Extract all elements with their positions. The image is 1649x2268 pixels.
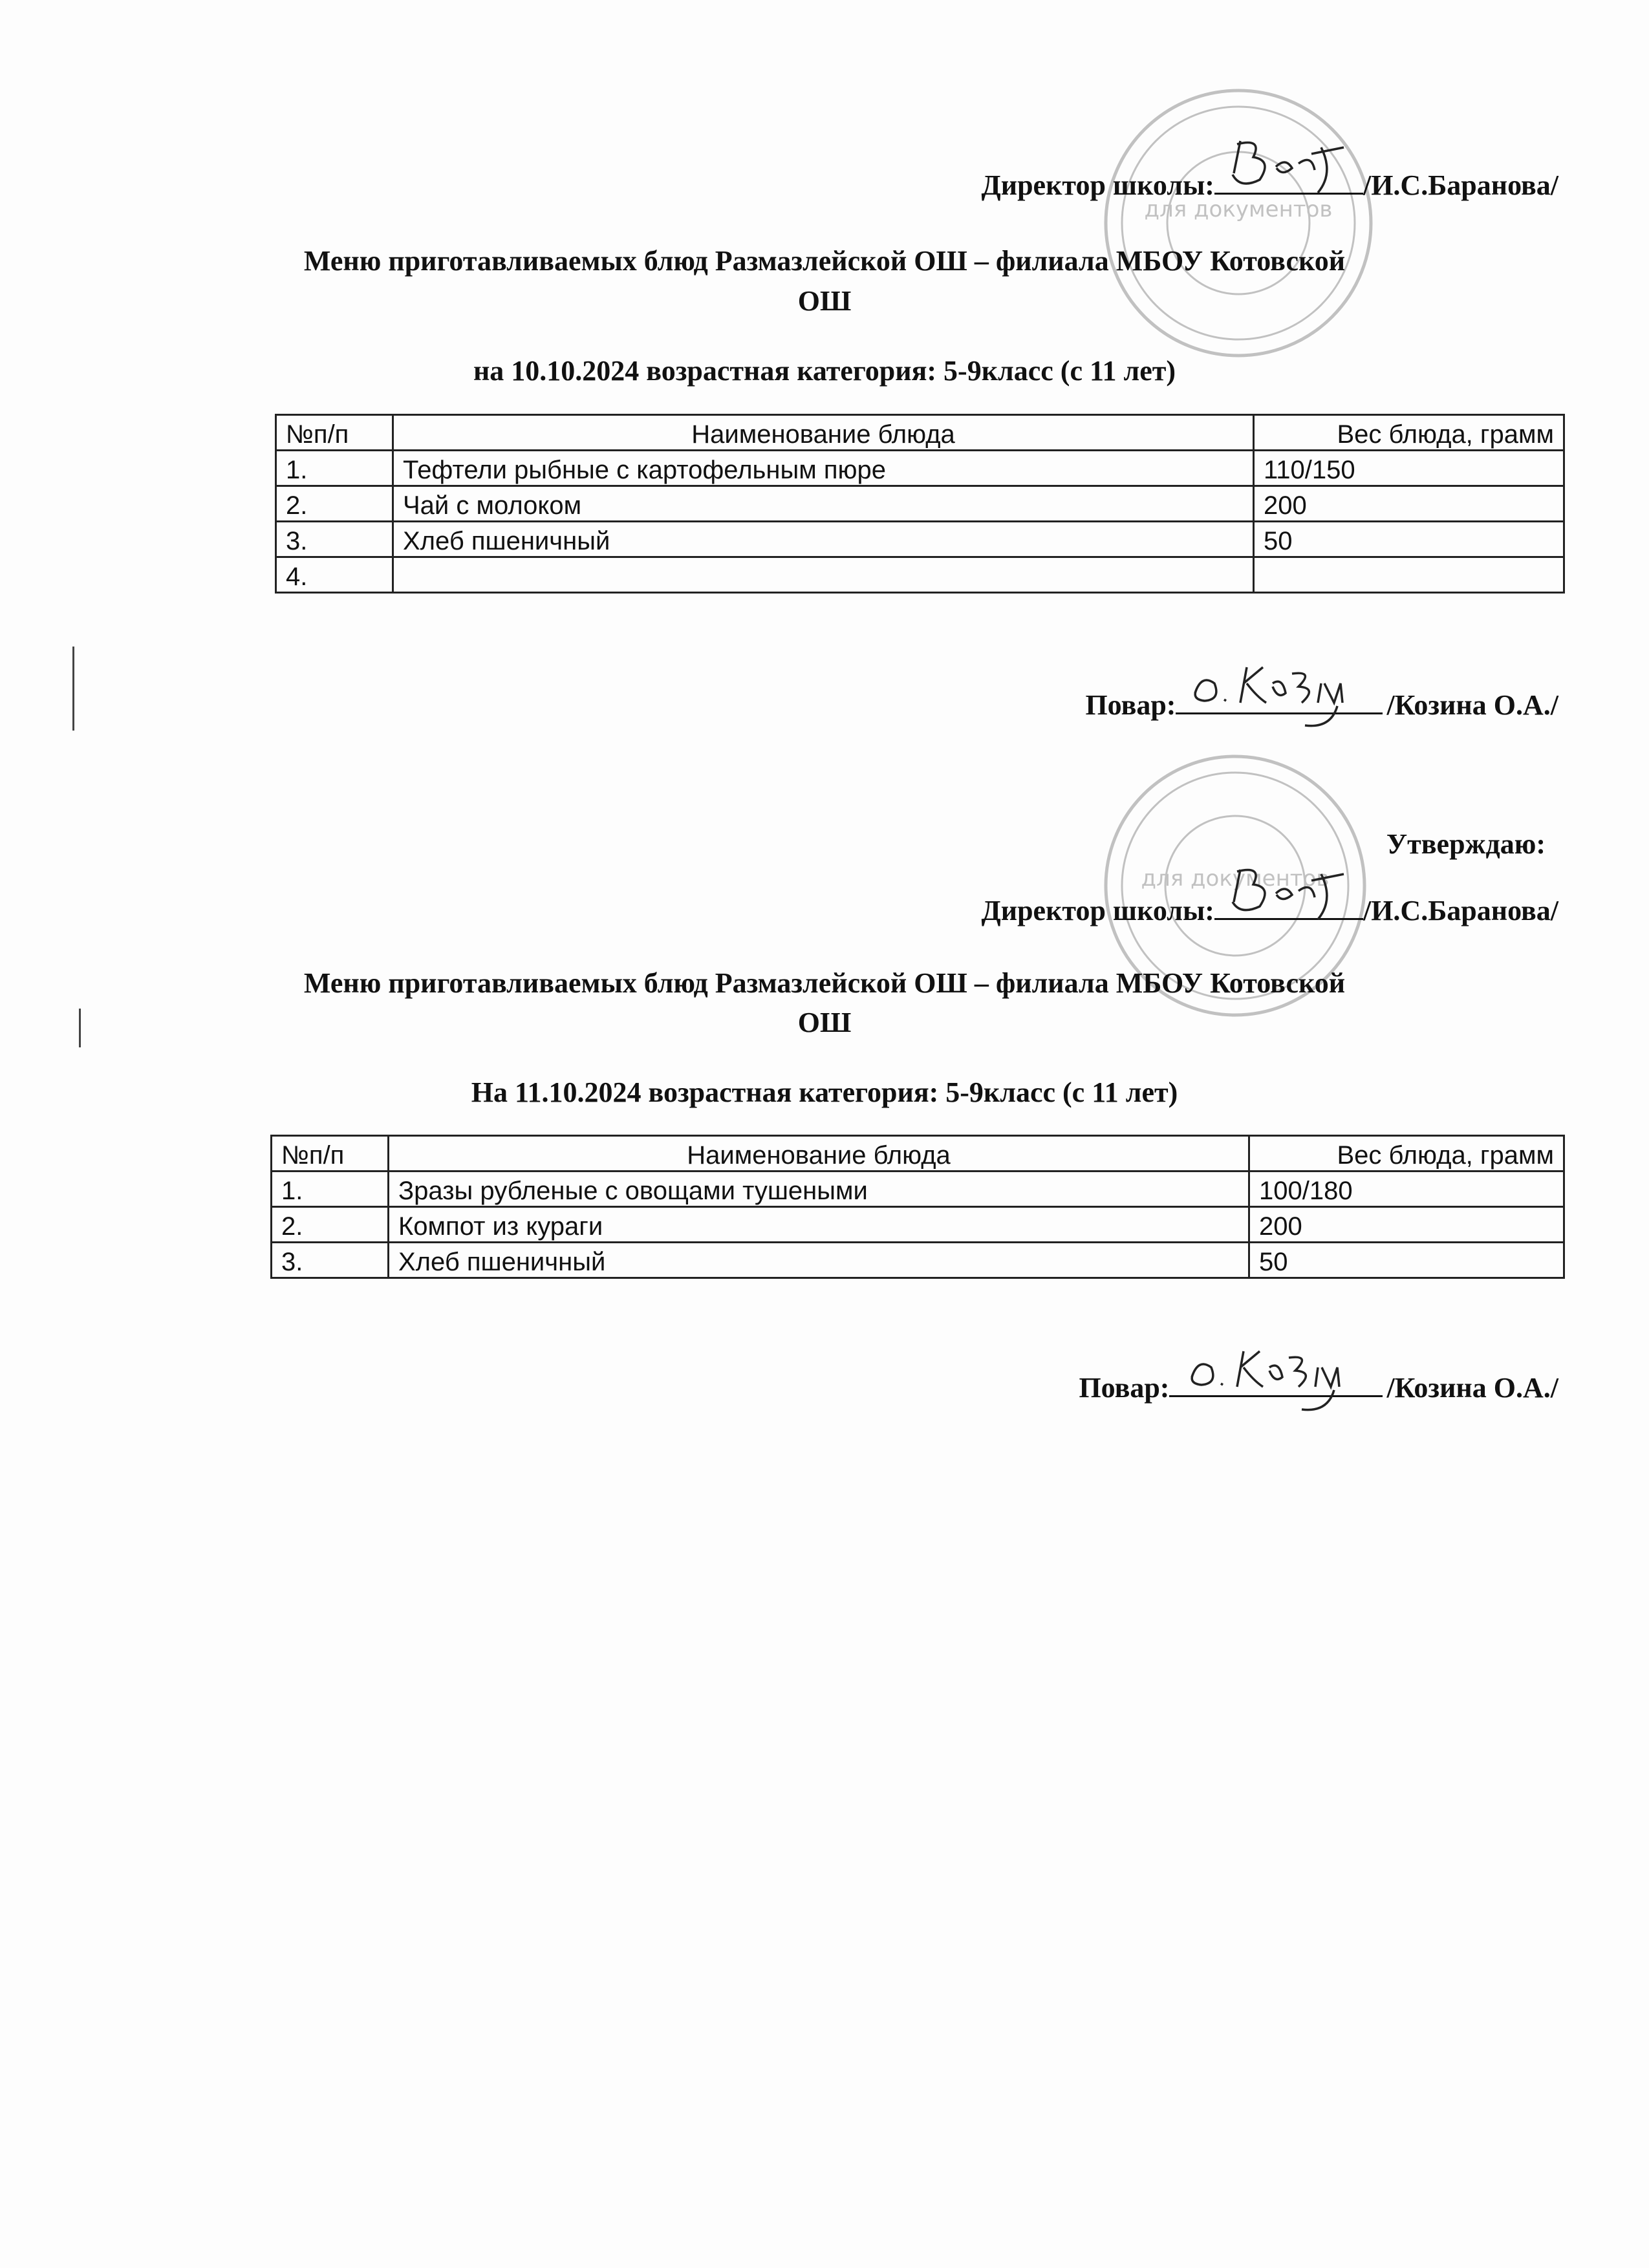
director-label: Директор школы: bbox=[981, 169, 1214, 201]
approve-label: Утверждаю: bbox=[1386, 828, 1546, 860]
menu-table bbox=[275, 414, 1565, 594]
cook-label: Повар: bbox=[1085, 689, 1176, 721]
menu-table bbox=[270, 1135, 1565, 1279]
dish-name: Чай с молоком bbox=[393, 486, 1254, 522]
cook-name: /Козина О.А./ bbox=[1386, 689, 1558, 721]
dish-name: Зразы рубленые с овощами тушеными bbox=[389, 1171, 1249, 1207]
stamp-text: для документов bbox=[1144, 197, 1333, 222]
table-row bbox=[276, 486, 1564, 522]
row-number: 3. bbox=[272, 1243, 389, 1278]
table-header-cell: Наименование блюда bbox=[389, 1136, 1249, 1171]
dish-weight: 100/180 bbox=[1249, 1171, 1564, 1207]
dish-weight: 50 bbox=[1254, 522, 1564, 557]
menu-date-line: на 10.10.2024 возрастная категория: 5-9класс (с 11 лет) bbox=[473, 355, 1176, 387]
scan-mark bbox=[72, 647, 74, 731]
menu-title-continued: ОШ bbox=[797, 1007, 852, 1038]
director-name: /И.С.Баранова/ bbox=[1363, 169, 1558, 201]
director-label: Директор школы: bbox=[981, 895, 1214, 926]
dish-weight: 200 bbox=[1249, 1207, 1564, 1243]
row-number: 2. bbox=[276, 486, 393, 522]
director-line bbox=[711, 892, 1558, 927]
cook-label: Повар: bbox=[1079, 1372, 1170, 1404]
table-row bbox=[276, 522, 1564, 557]
table-header-cell: №п/п bbox=[272, 1136, 389, 1171]
director-line bbox=[711, 167, 1558, 202]
table-row bbox=[276, 557, 1564, 593]
table-row bbox=[272, 1207, 1564, 1243]
menu-title-continued: ОШ bbox=[797, 285, 852, 317]
dish-weight bbox=[1254, 557, 1564, 593]
director-name: /И.С.Баранова/ bbox=[1363, 895, 1558, 926]
dish-name: Компот из кураги bbox=[389, 1207, 1249, 1243]
cook-line bbox=[711, 1369, 1558, 1404]
dish-name bbox=[393, 557, 1254, 593]
table-header-cell: №п/п bbox=[276, 415, 393, 451]
menu-title: Меню приготавливаемых блюд Размазлейской ОШ – филиала МБОУ Котовской bbox=[303, 245, 1346, 277]
stamp-text: для документов bbox=[1141, 866, 1330, 892]
cook-signature bbox=[1176, 687, 1383, 714]
table-header-cell: Вес блюда, грамм bbox=[1254, 415, 1564, 451]
cook-name: /Козина О.А./ bbox=[1386, 1372, 1558, 1404]
dish-weight: 110/150 bbox=[1254, 451, 1564, 486]
table-header-cell: Наименование блюда bbox=[393, 415, 1254, 451]
table-row bbox=[272, 1243, 1564, 1278]
dish-weight: 50 bbox=[1249, 1243, 1564, 1278]
director-signature bbox=[1214, 167, 1363, 195]
cook-line bbox=[711, 687, 1558, 722]
table-row bbox=[272, 1171, 1564, 1207]
dish-weight: 200 bbox=[1254, 486, 1564, 522]
row-number: 2. bbox=[272, 1207, 389, 1243]
row-number: 1. bbox=[272, 1171, 389, 1207]
table-header-row bbox=[276, 415, 1564, 451]
menu-date-line: На 11.10.2024 возрастная категория: 5-9класс (с 11 лет) bbox=[471, 1076, 1178, 1108]
round-stamp bbox=[1099, 84, 1377, 362]
dish-name: Хлеб пшеничный bbox=[389, 1243, 1249, 1278]
row-number: 1. bbox=[276, 451, 393, 486]
row-number: 4. bbox=[276, 557, 393, 593]
cook-signature bbox=[1169, 1369, 1383, 1397]
director-signature bbox=[1214, 892, 1363, 920]
dish-name: Хлеб пшеничный bbox=[393, 522, 1254, 557]
table-header-cell: Вес блюда, грамм bbox=[1249, 1136, 1564, 1171]
dish-name: Тефтели рыбные с картофельным пюре bbox=[393, 451, 1254, 486]
menu-title: Меню приготавливаемых блюд Размазлейской ОШ – филиала МБОУ Котовской bbox=[303, 967, 1346, 999]
table-header-row bbox=[272, 1136, 1564, 1171]
table-row bbox=[276, 451, 1564, 486]
row-number: 3. bbox=[276, 522, 393, 557]
